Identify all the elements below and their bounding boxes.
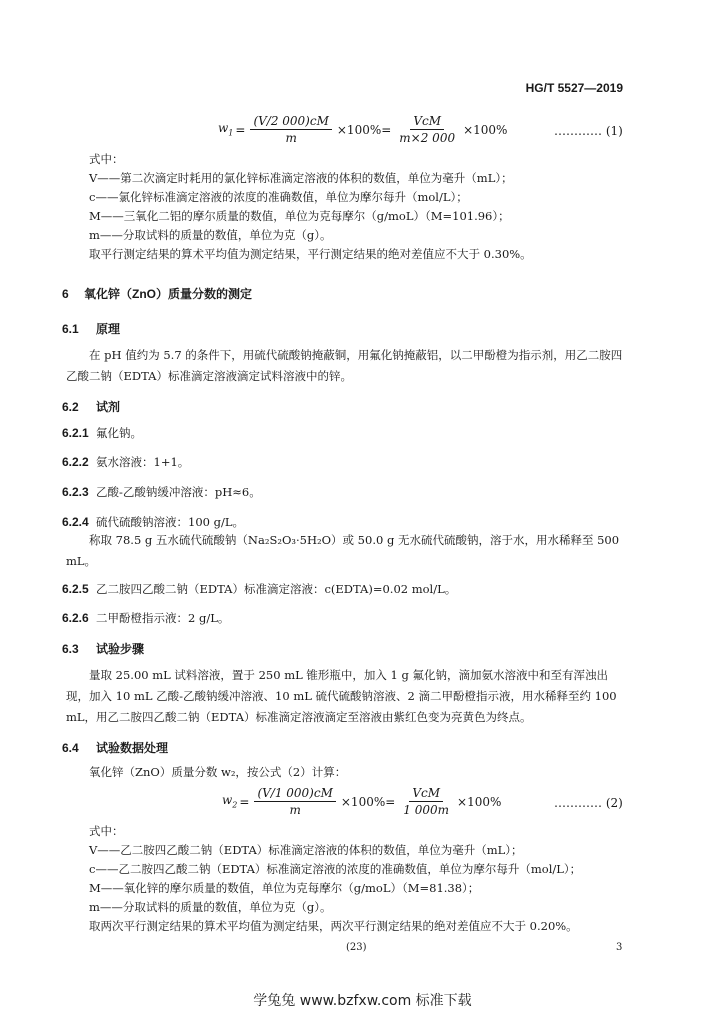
section-6-2-heading: 6.2 试剂 (62, 400, 121, 414)
section-6-1-heading: 6.1 原理 (62, 322, 121, 336)
formula-2-number: ………… (2) (554, 796, 623, 810)
reagent-6-2-6: 6.2.6 二甲酚橙指示液：2 g/L。 (62, 611, 230, 625)
formula-2-fraction-a: $\frac{(V/1 000)cM}{m}$ (254, 786, 335, 817)
bracketed-page-number: (23) (346, 942, 367, 953)
definition-c-1: c——氯化锌标准滴定溶液的浓度的准确数值，单位为摩尔每升（mol/L）； (89, 190, 468, 204)
definition-M-1: M——三氧化二铝的摩尔质量的数值，单位为克每摩尔（g/moL）（M=101.96）； (89, 209, 510, 223)
reagent-6-2-3: 6.2.3 乙酸-乙酸钠缓冲溶液：pH≈6。 (62, 485, 261, 499)
reagent-6-2-4: 6.2.4 硫代硫酸钠溶液：100 g/L。 (62, 515, 244, 529)
section-6-heading: 6 氧化锌（ZnO）质量分数的测定 (62, 287, 252, 301)
principle-text: 在 pH 值约为 5.7 的条件下，用硫代硫酸钠掩蔽铜，用氟化钠掩蔽铝，以二甲酚橙为指示剂，用乙二胺四乙酸二钠（EDTA）标准滴定溶液滴定试料溶液中的锌。 (66, 348, 623, 383)
reagent-6-2-4-detail: 称取 78.5 g 五水硫代硫酸钠（Na₂S₂O₃·5H₂O）或 50.0 g 无水硫代硫酸钠，溶于水，用水稀释至 500 mL。 (66, 533, 620, 568)
page-number: 3 (616, 942, 623, 953)
formula-1-fraction-b: $\frac{\text{VcM}}{m\times 2 000}$ (399, 114, 456, 145)
procedure-text: 量取 25.00 mL 试料溶液，置于 250 mL 锥形瓶中，加入 1 g 氟化钠，滴加氨水溶液中和至有浑浊出现，加入 10 mL 乙酸-乙酸钠缓冲溶液、10 mL 硫代硫酸钠溶液、2 滴二甲酚橙指示液，用水稀释至约 100 mL，用乙二胺四乙酸二钠（EDTA）标准滴定溶液滴定至溶液由紫红色变为亮黄色为终点。 (66, 668, 617, 724)
definition-M-2: M——氧化锌的摩尔质量的数值，单位为克每摩尔（g/moL）（M=81.38）； (89, 881, 480, 895)
where-label-1: 式中： (89, 152, 124, 166)
formula-1-number: ………… (1) (554, 124, 623, 138)
section-6-3-heading: 6.3 试验步骤 (62, 642, 145, 656)
precision-note-2: 取两次平行测定结果的算术平均值为测定结果，两次平行测定结果的绝对差值应不大于 0.20%。 (89, 919, 578, 933)
definition-m-1: m——分取试料的质量的数值，单位为克（g）。 (89, 228, 332, 242)
where-label-2: 式中： (89, 824, 124, 838)
reagent-6-2-5: 6.2.5 乙二胺四乙酸二钠（EDTA）标准滴定溶液：c(EDTA)=0.02 mol/L。 (62, 582, 457, 596)
definition-c-2: c——乙二胺四乙酸二钠（EDTA）标准滴定溶液的浓度的准确数值，单位为摩尔每升（mol/L）； (89, 862, 582, 876)
section-6-4-heading: 6.4 试验数据处理 (62, 741, 169, 755)
formula-2-lhs: $w_2$ (222, 793, 238, 810)
definition-m-2: m——分取试料的质量的数值，单位为克（g）。 (89, 900, 332, 914)
precision-note-1: 取平行测定结果的算术平均值为测定结果，平行测定结果的绝对差值应不大于 0.30%。 (89, 247, 532, 261)
definition-V-2: V——乙二胺四乙酸二钠（EDTA）标准滴定溶液的体积的数值，单位为毫升（mL）； (89, 843, 523, 857)
formula-1-lhs: $w_1$ (218, 121, 234, 138)
watermark-footer: 学兔兔 www.bzfxw.com 标准下载 (253, 993, 472, 1009)
calculation-intro: 氧化锌（ZnO）质量分数 w₂，按公式（2）计算： (89, 765, 347, 779)
formula-2-fraction-b: $\frac{\text{VcM}}{1 000m}$ (403, 786, 450, 817)
formula-1: $w_1$ = $\frac{(V/2 000)cM}{m}$ ×100%= $\frac{\text{VcM}}{m\times 2 000}$ ×100% (218, 114, 508, 145)
standard-number: HG/T 5527—2019 (525, 81, 623, 95)
formula-1-fraction-a: $\frac{(V/2 000)cM}{m}$ (250, 114, 331, 145)
reagent-6-2-2: 6.2.2 氨水溶液：1+1。 (62, 455, 190, 469)
reagent-6-2-1: 6.2.1 氟化钠。 (62, 426, 142, 440)
definition-V-1: V——第二次滴定时耗用的氯化锌标准滴定溶液的体积的数值，单位为毫升（mL）； (89, 171, 513, 185)
formula-2: $w_2$ = $\frac{(V/1 000)cM}{m}$ ×100%= $\frac{\text{VcM}}{1 000m}$ ×100% (222, 786, 502, 817)
